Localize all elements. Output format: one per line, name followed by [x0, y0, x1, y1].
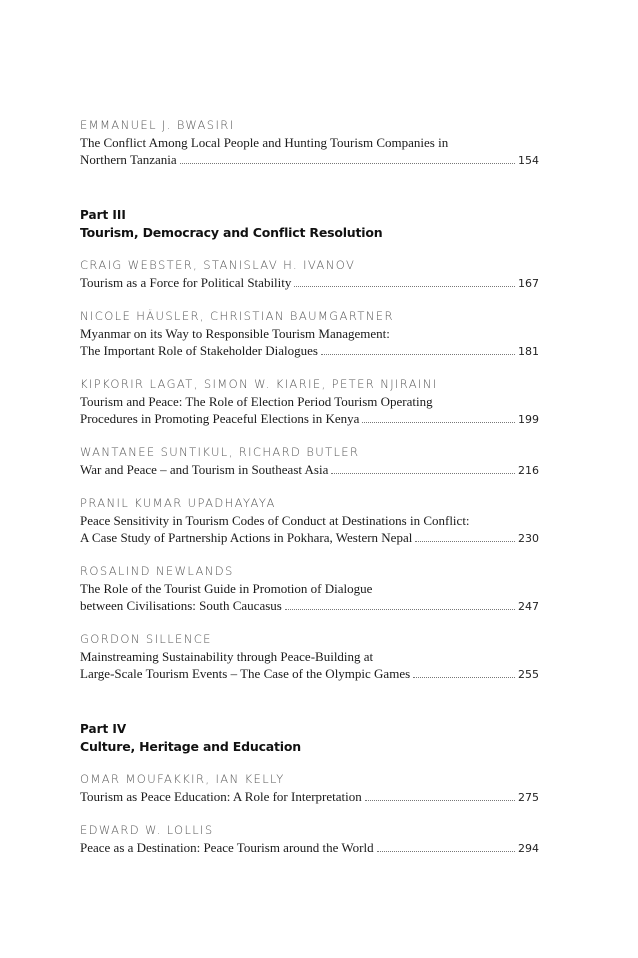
- entry-title-text: Tourism as a Force for Political Stability: [80, 275, 292, 290]
- entry-author: KIPKORIR LAGAT, SIMON W. KIARIE, PETER NJIRAINI: [80, 377, 438, 391]
- entry-author: OMAR MOUFAKKIR, IAN KELLY: [80, 772, 285, 786]
- entry-page-number: 216: [518, 464, 539, 477]
- entry-author: EDWARD W. LOLLIS: [80, 823, 214, 837]
- entry-title-line: Peace Sensitivity in Tourism Codes of Conduct at Destinations in Conflict:: [80, 513, 470, 528]
- entry-title-text: A Case Study of Partnership Actions in Pokhara, Western Nepal: [80, 530, 413, 545]
- toc-entry-moufakkir: [80, 771, 539, 806]
- leader-dots: [180, 163, 515, 164]
- part-title: Tourism, Democracy and Conflict Resolution: [80, 225, 383, 240]
- entry-title-last: [80, 274, 539, 292]
- entry-title-last: [80, 151, 539, 169]
- entry-page-number: 230: [518, 532, 539, 545]
- leader-dots: [294, 286, 515, 287]
- entry-page-number: 181: [518, 345, 539, 358]
- entry-title-text: The Important Role of Stakeholder Dialogues: [80, 343, 318, 358]
- entry-page-number: 247: [518, 600, 539, 613]
- entry-title-last: [80, 342, 539, 360]
- toc-entry-bwasiri: [80, 117, 539, 169]
- leader-dots: [415, 541, 515, 542]
- toc-content: [80, 117, 539, 857]
- entry-title-text: Large-Scale Tourism Events – The Case of the Olympic Games: [80, 666, 411, 681]
- entry-title-text: Peace as a Destination: Peace Tourism around the World: [80, 840, 374, 855]
- part-label: Part III: [80, 208, 126, 222]
- entry-page-number: 275: [518, 791, 539, 804]
- leader-dots: [413, 677, 515, 678]
- entry-title-text: Northern Tanzania: [80, 152, 177, 167]
- entry-title-line: The Conflict Among Local People and Hunting Tourism Companies in: [80, 135, 449, 150]
- entry-title-text: between Civilisations: South Caucasus: [80, 598, 282, 613]
- entry-title-last: [80, 410, 539, 428]
- entry-title-last: [80, 788, 539, 806]
- entry-title-text: War and Peace – and Tourism in Southeast Asia: [80, 462, 329, 477]
- part-heading-3: [80, 207, 539, 241]
- toc-entry-webster: [80, 257, 539, 292]
- entry-title-text: Tourism as Peace Education: A Role for Interpretation: [80, 789, 362, 804]
- entry-title-last: [80, 839, 539, 857]
- entry-author: ROSALIND NEWLANDS: [80, 564, 234, 578]
- entry-title-line: Mainstreaming Sustainability through Peace-Building at: [80, 649, 374, 664]
- entry-title-last: [80, 597, 539, 615]
- entry-page-number: 154: [518, 154, 539, 167]
- entry-page-number: 255: [518, 668, 539, 681]
- toc-entry-lollis: [80, 822, 539, 857]
- entry-title-line: Tourism and Peace: The Role of Election Period Tourism Operating: [80, 394, 433, 409]
- entry-title-last: [80, 665, 539, 683]
- toc-entry-upadhayaya: [80, 495, 539, 547]
- leader-dots: [321, 354, 515, 355]
- entry-author: NICOLE HÄUSLER, CHRISTIAN BAUMGARTNER: [80, 309, 394, 323]
- toc-entry-sillence: [80, 631, 539, 683]
- part-heading-4: [80, 721, 539, 755]
- entry-page-number: 294: [518, 842, 539, 855]
- leader-dots: [362, 422, 515, 423]
- entry-author: EMMANUEL J. BWASIRI: [80, 118, 235, 132]
- entry-page-number: 167: [518, 277, 539, 290]
- entry-page-number: 199: [518, 413, 539, 426]
- leader-dots: [285, 609, 515, 610]
- toc-entry-hausler: [80, 308, 539, 360]
- leader-dots: [331, 473, 515, 474]
- part-title: Culture, Heritage and Education: [80, 739, 301, 754]
- entry-title-last: [80, 461, 539, 479]
- entry-author: CRAIG WEBSTER, STANISLAV H. IVANOV: [80, 258, 356, 272]
- leader-dots: [377, 851, 515, 852]
- toc-entry-lagat: [80, 376, 539, 428]
- leader-dots: [365, 800, 515, 801]
- entry-author: GORDON SILLENCE: [80, 632, 212, 646]
- entry-title-line: The Role of the Tourist Guide in Promotion of Dialogue: [80, 581, 373, 596]
- entry-title-line: Myanmar on its Way to Responsible Tourism Management:: [80, 326, 390, 341]
- toc-entry-newlands: [80, 563, 539, 615]
- entry-title-text: Procedures in Promoting Peaceful Elections in Kenya: [80, 411, 360, 426]
- entry-author: WANTANEE SUNTIKUL, RICHARD BUTLER: [80, 445, 360, 459]
- entry-title-last: [80, 529, 539, 547]
- part-label: Part IV: [80, 722, 127, 736]
- toc-entry-suntikul: [80, 444, 539, 479]
- entry-author: PRANIL KUMAR UPADHAYAYA: [80, 496, 276, 510]
